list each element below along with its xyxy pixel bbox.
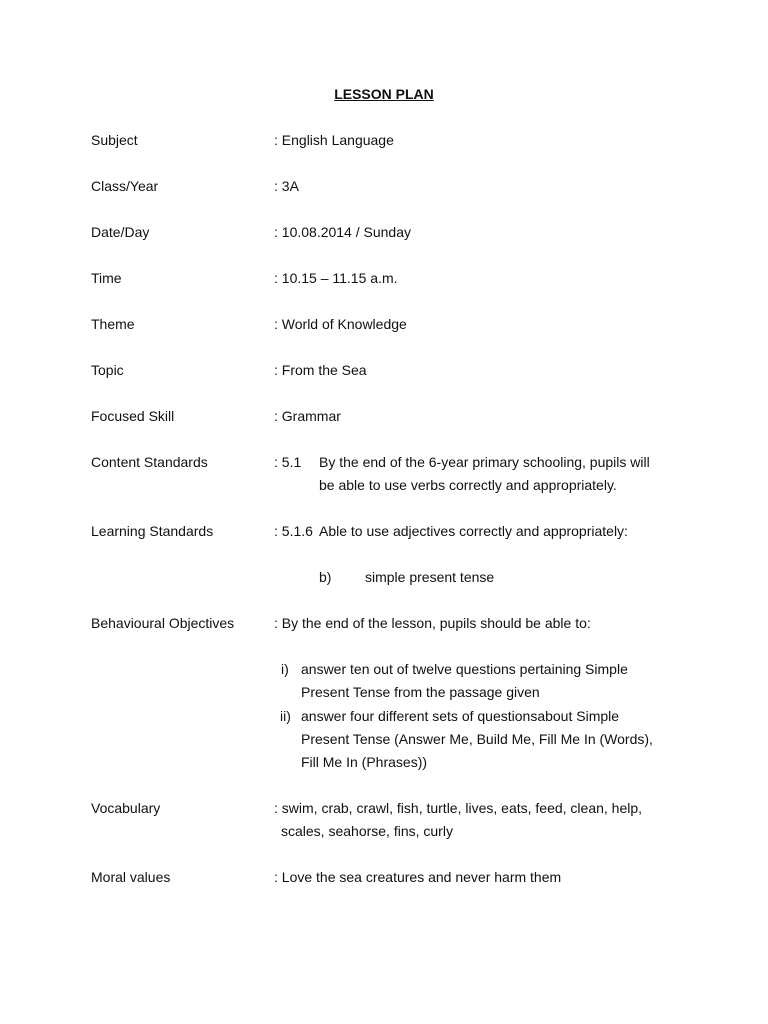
learning-standards-sub-text: simple present tense (365, 569, 495, 585)
topic-value: : From the Sea (274, 362, 367, 378)
date-day-label: Date/Day (91, 224, 150, 240)
objective-text-line: answer ten out of twelve questions pertaining Simple (301, 661, 628, 677)
page-title: LESSON PLAN (334, 86, 434, 102)
objective-text-line: Fill Me In (Phrases)) (301, 754, 428, 770)
subject-label: Subject (91, 132, 138, 148)
behavioural-objectives-intro: : By the end of the lesson, pupils should be able to: (274, 615, 591, 631)
learning-standards-code: : 5.1.6 (274, 523, 313, 539)
time-label: Time (91, 270, 122, 286)
time-value: : 10.15 – 11.15 a.m. (274, 270, 398, 286)
class-year-value: : 3A (274, 178, 299, 194)
vocabulary-line1: : swim, crab, crawl, fish, turtle, lives, eats, feed, clean, help, (274, 800, 643, 816)
learning-standards-text: Able to use adjectives correctly and appropriately: (319, 523, 628, 539)
objective-marker: ii) (280, 708, 291, 724)
learning-standards-sub-marker: b) (319, 569, 332, 585)
content-standards-code: : 5.1 (274, 454, 302, 470)
content-standards-text-line2: be able to use verbs correctly and appropriately. (319, 477, 617, 493)
vocabulary-line2: scales, seahorse, fins, curly (281, 823, 453, 839)
objective-text-line: answer four different sets of questionsabout Simple (301, 708, 620, 724)
theme-label: Theme (91, 316, 135, 332)
objective-text-line: Present Tense from the passage given (301, 684, 540, 700)
theme-value: : World of Knowledge (274, 316, 407, 332)
learning-standards-label: Learning Standards (91, 523, 214, 539)
objective-text-line: Present Tense (Answer Me, Build Me, Fill Me In (Words), (301, 731, 653, 747)
focused-skill-label: Focused Skill (91, 408, 175, 424)
class-year-label: Class/Year (91, 178, 159, 194)
content-standards-label: Content Standards (91, 454, 208, 470)
moral-values-value: : Love the sea creatures and never harm them (274, 869, 562, 885)
behavioural-objectives-label: Behavioural Objectives (91, 615, 235, 631)
content-standards-text-line1: By the end of the 6-year primary schooling, pupils will (319, 454, 650, 470)
moral-values-label: Moral values (91, 869, 171, 885)
subject-value: : English Language (274, 132, 394, 148)
focused-skill-value: : Grammar (274, 408, 341, 424)
objective-marker: i) (281, 661, 289, 677)
vocabulary-label: Vocabulary (91, 800, 161, 816)
date-day-value: : 10.08.2014 / Sunday (274, 224, 411, 240)
topic-label: Topic (91, 362, 124, 378)
